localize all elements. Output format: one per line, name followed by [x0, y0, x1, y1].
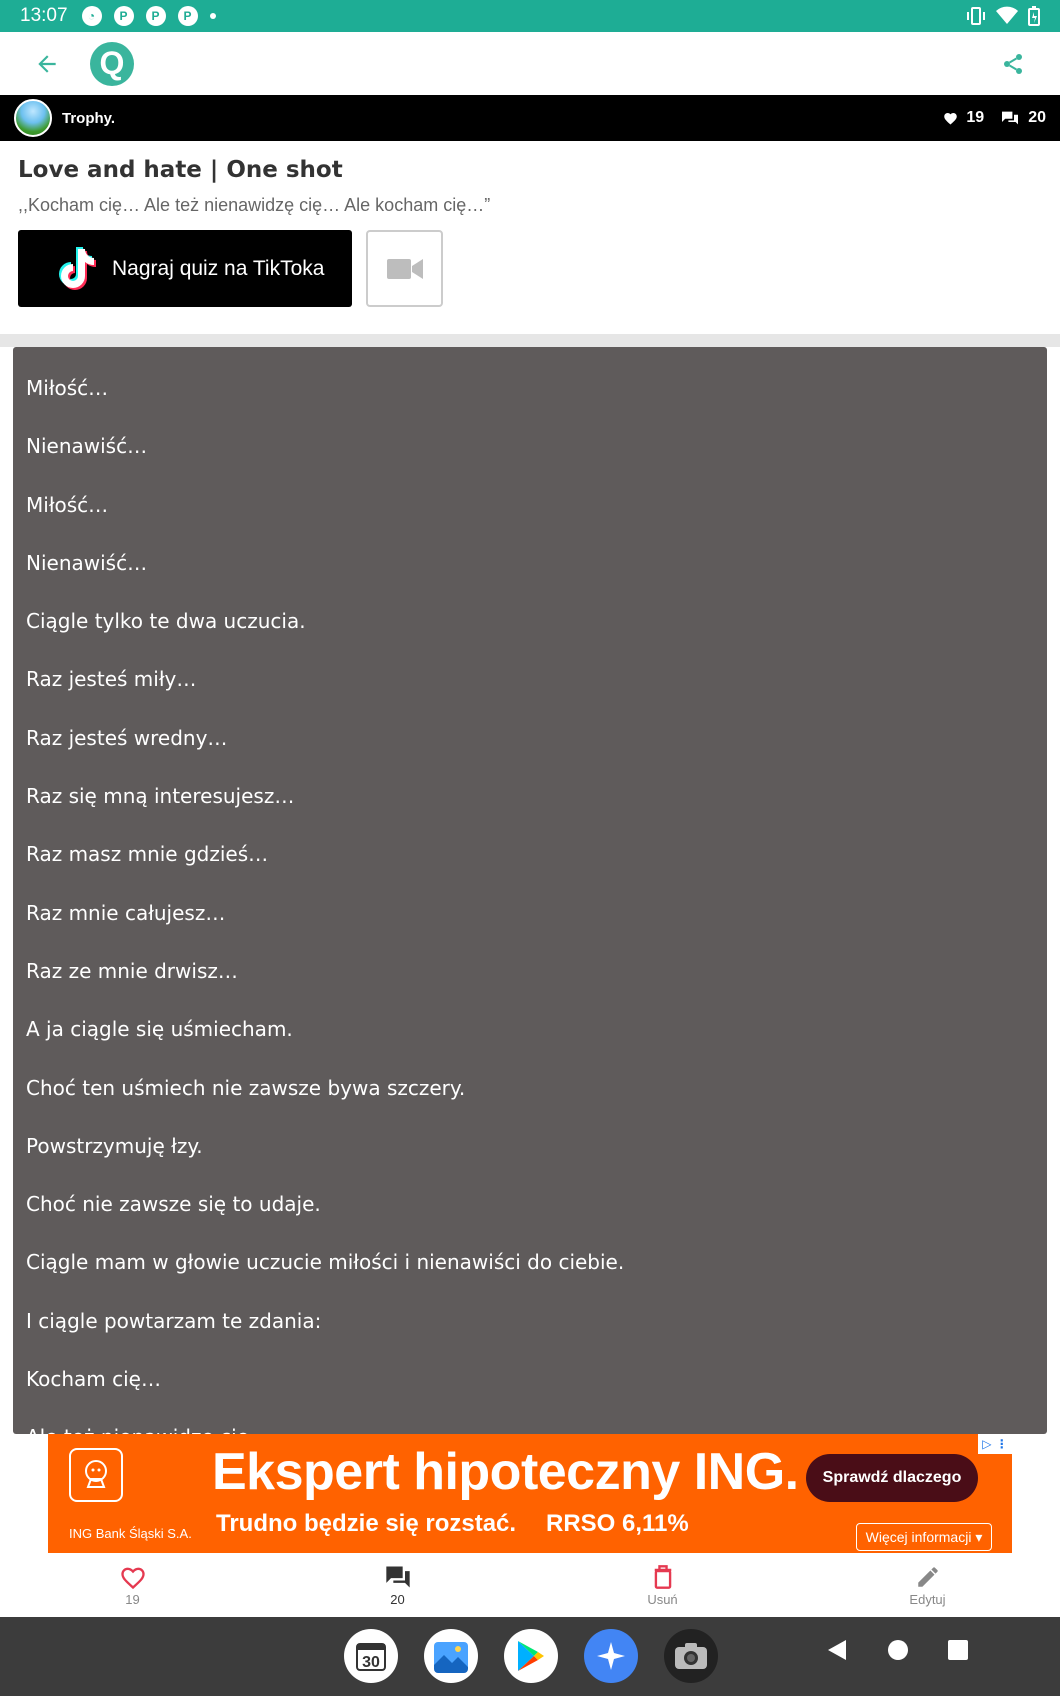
author-bar	[0, 95, 1060, 141]
system-nav-bar	[0, 1617, 1060, 1696]
post-title: Love and hate | One shot	[18, 157, 343, 183]
vibrate-icon	[966, 7, 986, 25]
story-line: Ciągle tylko te dwa uczucia.	[26, 609, 306, 634]
pencil-icon	[915, 1564, 941, 1590]
edit-label: Edytuj	[909, 1591, 946, 1607]
like-count: 19	[125, 1591, 140, 1607]
ad-bank-name: ING Bank Śląski S.A.	[69, 1526, 192, 1541]
trash-icon	[651, 1564, 675, 1590]
more-notifications-icon	[210, 13, 216, 19]
story-line: Powstrzymuję łzy.	[26, 1133, 203, 1158]
story-line: I ciągle powtarzam te zdania:	[26, 1308, 322, 1333]
post-subtitle: ,,Kocham cię… Ale też nienawidzę cię… Ale kocham cię…”	[18, 195, 491, 215]
gallery-icon[interactable]	[424, 1629, 478, 1683]
ad-headline: Ekspert hipoteczny ING.	[212, 1443, 799, 1501]
ad-cta-button[interactable]: Sprawdź dlaczego	[806, 1454, 978, 1502]
calendar-day: 30	[362, 1654, 380, 1671]
comments-button[interactable]	[265, 1553, 530, 1617]
pinterest-icon: P	[114, 6, 134, 26]
story-line: Miłość…	[26, 492, 109, 517]
likes-count: 19	[966, 109, 985, 126]
story-line: Raz mnie całujesz…	[26, 900, 226, 925]
ad-rrso: RRSO 6,11%	[546, 1510, 689, 1537]
videocam-icon	[387, 256, 423, 282]
system-nav-buttons	[826, 1639, 968, 1661]
calendar-icon[interactable]	[344, 1629, 398, 1683]
heart-outline-icon	[119, 1564, 147, 1590]
ad-more-info-button[interactable]: Więcej informacji ▾	[856, 1523, 992, 1551]
battery-icon	[1028, 6, 1040, 26]
comments-count-label: 20	[390, 1591, 405, 1607]
play-store-icon[interactable]	[504, 1629, 558, 1683]
section-divider	[0, 334, 1060, 347]
comments-stat	[1000, 109, 1046, 127]
story-line: Raz jesteś miły…	[26, 667, 197, 692]
ing-lion-icon	[69, 1448, 123, 1502]
story-line: Nienawiść…	[26, 550, 148, 575]
pinterest-icon: P	[146, 6, 166, 26]
back-button[interactable]	[22, 39, 72, 89]
status-time: 13:07	[20, 5, 68, 26]
ring-notification-icon: ◔	[82, 6, 102, 26]
story-line: Ciągle mam w głowie uczucie miłości i nienawiści do ciebie.	[26, 1250, 625, 1275]
app-dock	[344, 1629, 718, 1683]
arrow-back-icon	[34, 51, 60, 77]
story-line: Nienawiść…	[26, 434, 148, 459]
story-line: Choć ten uśmiech nie zawsze bywa szczery.	[26, 1075, 466, 1100]
delete-label: Usuń	[647, 1591, 678, 1607]
status-bar	[0, 0, 1060, 32]
story-line: Raz jesteś wredny…	[26, 725, 228, 750]
ad-banner-container	[0, 1434, 1060, 1553]
story-line: Miłość…	[26, 376, 109, 400]
ad-banner[interactable]	[48, 1434, 1012, 1553]
heart-icon	[943, 111, 958, 125]
ad-choices-icon[interactable]: ▷ ⋮	[978, 1434, 1012, 1454]
app-logo[interactable]: Q	[90, 42, 134, 86]
ad-subline: Trudno będzie się rozstać.	[216, 1510, 517, 1537]
chat-bubbles-icon	[1000, 110, 1020, 126]
story-line: Raz ze mnie drwisz…	[26, 958, 238, 983]
author-name[interactable]: Trophy.	[62, 109, 116, 127]
author-avatar[interactable]	[14, 99, 52, 137]
wifi-icon	[996, 7, 1018, 25]
camera-icon[interactable]	[664, 1629, 718, 1683]
nav-back-icon[interactable]	[826, 1639, 848, 1661]
notification-icons	[82, 6, 216, 26]
app-header	[0, 32, 1060, 95]
story-line: Raz masz mnie gdzieś…	[26, 842, 269, 867]
likes-stat	[943, 109, 984, 127]
story-line: Choć nie zawsze się to udaje.	[26, 1192, 321, 1217]
edit-button[interactable]	[795, 1553, 1060, 1617]
post-stats	[935, 109, 1046, 127]
assistant-icon[interactable]	[584, 1629, 638, 1683]
tiktok-row	[18, 230, 1042, 307]
story-line: A ja ciągle się uśmiecham.	[26, 1017, 293, 1042]
forum-icon	[384, 1564, 412, 1590]
system-icons	[966, 6, 1040, 26]
post-action-bar	[0, 1553, 1060, 1617]
video-button[interactable]	[366, 230, 443, 307]
tiktok-button-label: Nagraj quiz na TikToka	[112, 256, 325, 280]
delete-button[interactable]	[530, 1553, 795, 1617]
share-icon	[1001, 52, 1025, 76]
nav-recents-icon[interactable]	[948, 1640, 968, 1660]
tiktok-icon	[56, 247, 96, 291]
pinterest-icon: P	[178, 6, 198, 26]
nav-home-icon[interactable]	[888, 1640, 908, 1660]
story-content[interactable]	[13, 347, 1047, 1434]
post-header	[0, 141, 1060, 334]
story-line: Kocham cię…	[26, 1367, 161, 1392]
share-button[interactable]	[988, 39, 1038, 89]
like-button[interactable]	[0, 1553, 265, 1617]
comments-count: 20	[1028, 109, 1046, 126]
tiktok-quiz-button[interactable]	[18, 230, 352, 307]
story-line: Raz się mną interesujesz…	[26, 784, 295, 809]
